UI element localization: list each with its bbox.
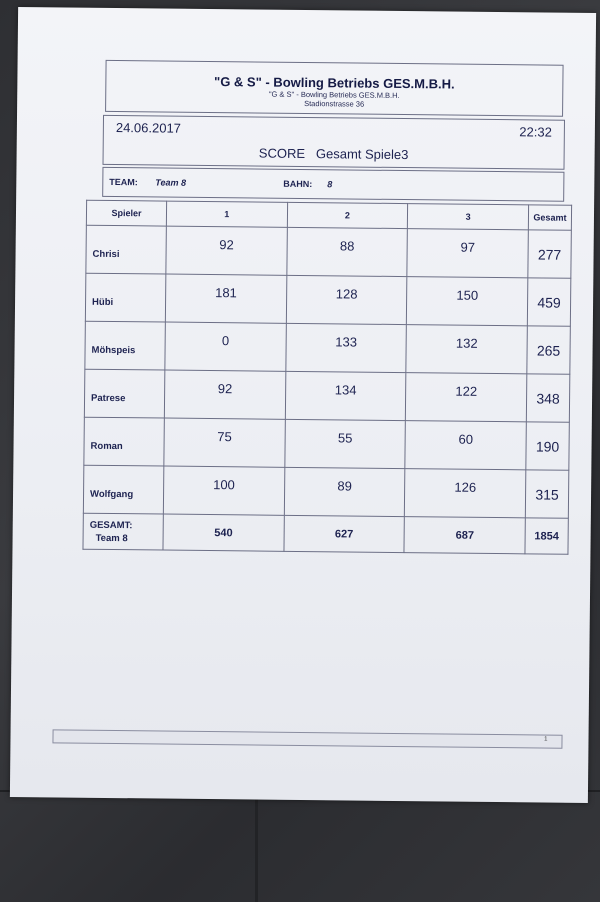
sum-label-cell: [83, 513, 163, 550]
player-total: 190: [526, 422, 570, 470]
score-table: [82, 200, 572, 555]
game-1-score: 0: [165, 322, 286, 371]
page-number: 1: [544, 736, 548, 743]
table-row: [83, 465, 568, 518]
column-header-game-2: 2: [287, 202, 408, 228]
sum-total: 1854: [525, 518, 568, 554]
sum-row: [83, 513, 568, 554]
player-name: Patrese: [84, 369, 164, 418]
company-title: "G & S" - Bowling Betriebs GES.M.B.H.: [214, 74, 455, 92]
game-3-score: 126: [405, 469, 526, 518]
game-1-score: 100: [163, 466, 284, 515]
game-2-score: 128: [286, 275, 407, 324]
player-total: 315: [525, 470, 569, 518]
game-3-score: 60: [405, 421, 526, 470]
meta-box: [103, 115, 565, 170]
game-1-score: 92: [166, 226, 287, 275]
player-name: Wolfgang: [83, 465, 163, 514]
company-subtitle: "G & S" - Bowling Betriebs GES.M.B.H.: [268, 89, 400, 100]
table-row: [86, 225, 571, 278]
game-3-score: 150: [407, 277, 528, 326]
game-3-score: 132: [406, 325, 527, 374]
game-2-score: 133: [286, 323, 407, 372]
column-header-game-3: 3: [408, 204, 529, 230]
player-total: 277: [528, 230, 572, 278]
table-row: [84, 417, 569, 470]
sum-team: Team 8: [95, 532, 128, 545]
date: 24.06.2017: [115, 120, 182, 136]
sum-game-3: 687: [404, 517, 525, 554]
bahn-value: 8: [327, 179, 333, 190]
game-2-score: 88: [287, 227, 408, 276]
player-name: Hübi: [85, 273, 165, 322]
bahn-label: BAHN:: [283, 178, 313, 190]
game-3-score: 122: [406, 373, 527, 422]
table-row: [85, 273, 570, 326]
column-header-game-1: 1: [166, 201, 287, 227]
player-total: 459: [527, 278, 571, 326]
player-total: 265: [527, 326, 571, 374]
team-value: Team 8: [155, 177, 187, 188]
score-sheet-paper: [10, 7, 596, 803]
score-title: SCORE Gesamt Spiele3: [258, 145, 409, 163]
team-label: TEAM:: [109, 176, 138, 188]
sum-game-2: 627: [284, 515, 405, 552]
footer-bar: [52, 729, 562, 748]
player-total: 348: [526, 374, 570, 422]
team-box: [102, 167, 564, 202]
game-2-score: 134: [285, 371, 406, 420]
floor-seam-vertical: [255, 792, 258, 902]
player-name: Möhspeis: [85, 321, 165, 370]
company-address: Stadionstrasse 36: [304, 98, 365, 109]
player-name: Chrisi: [86, 225, 166, 274]
game-2-score: 89: [284, 467, 405, 516]
score-sheet: [82, 60, 575, 555]
game-2-score: 55: [285, 419, 406, 468]
sum-game-1: 540: [163, 514, 284, 551]
game-1-score: 75: [164, 418, 285, 467]
column-header-player: Spieler: [86, 200, 166, 226]
player-name: Roman: [84, 417, 164, 466]
column-header-total: Gesamt: [528, 205, 571, 230]
game-3-score: 97: [407, 229, 528, 278]
company-header: [105, 60, 564, 117]
game-1-score: 181: [165, 274, 286, 323]
table-row: [85, 321, 570, 374]
table-row: [84, 369, 569, 422]
game-1-score: 92: [164, 370, 285, 419]
sum-label: GESAMT:: [89, 519, 133, 532]
time: 22:32: [519, 124, 552, 140]
